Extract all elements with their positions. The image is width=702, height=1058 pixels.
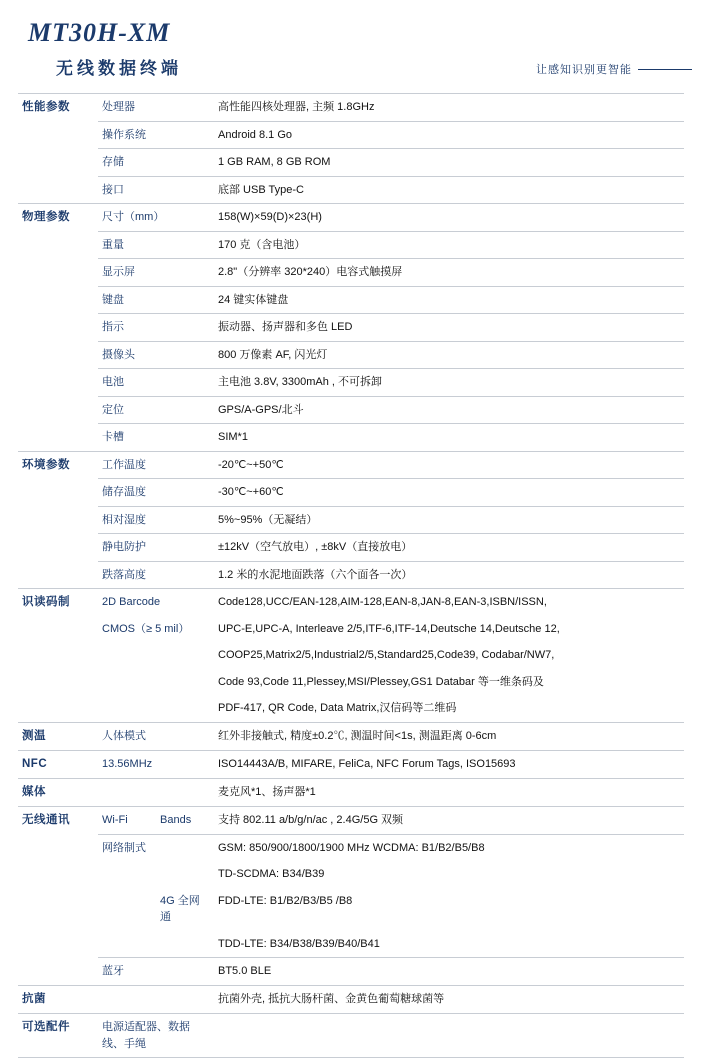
spec-value: 1 GB RAM, 8 GB ROM [214, 149, 684, 177]
category-accessories: 可选配件 [18, 1014, 98, 1058]
spec-label: 指示 [98, 314, 214, 342]
spec-value [214, 1014, 684, 1058]
spec-value: GPS/A-GPS/北斗 [214, 396, 684, 424]
table-row [18, 94, 684, 122]
table-row [18, 642, 684, 669]
spec-value: -30℃~+60℃ [214, 479, 684, 507]
table-row [18, 834, 684, 861]
spec-badge-placeholder [156, 931, 214, 958]
table-row [18, 451, 684, 479]
spec-value: 1.2 米的水泥地面跌落（六个面各一次） [214, 561, 684, 589]
spec-label [98, 695, 214, 722]
table-row [18, 722, 684, 750]
table-row [18, 1014, 684, 1058]
spec-label: 重量 [98, 231, 214, 259]
category-physical: 物理参数 [18, 204, 98, 452]
table-row [18, 616, 684, 643]
spec-value: 2.8"（分辨率 320*240）电容式触摸屏 [214, 259, 684, 287]
spec-value: SIM*1 [214, 424, 684, 452]
table-row [18, 534, 684, 562]
spec-label: 处理器 [98, 94, 214, 122]
spec-value-network-line: TDD-LTE: B34/B38/B39/B40/B41 [214, 931, 684, 958]
spec-label [98, 985, 214, 1013]
spec-value: 振动器、扬声器和多色 LED [214, 314, 684, 342]
spec-label: 人体模式 [98, 722, 214, 750]
spec-value: 抗菌外壳, 抵抗大肠杆菌、金黄色葡萄糖球菌等 [214, 985, 684, 1013]
table-row [18, 506, 684, 534]
spec-label: 储存温度 [98, 479, 214, 507]
table-row [18, 396, 684, 424]
spec-label: 相对湿度 [98, 506, 214, 534]
spec-value: Android 8.1 Go [214, 121, 684, 149]
category-wireless: 无线通讯 [18, 807, 98, 986]
spec-label: 定位 [98, 396, 214, 424]
category-media: 媒体 [18, 779, 98, 807]
spec-badge-4g [156, 834, 214, 861]
table-row [18, 589, 684, 616]
spec-badge-4g-label: 4G 全网通 [160, 894, 200, 924]
table-row [18, 231, 684, 259]
spec-label-network: 网络制式 [98, 834, 156, 958]
slogan-rule [638, 69, 692, 70]
table-row [18, 479, 684, 507]
spec-value: 5%~95%（无凝结） [214, 506, 684, 534]
table-row [18, 779, 684, 807]
table-row [18, 176, 684, 204]
spec-value: PDF-417, QR Code, Data Matrix,汉信码等二维码 [214, 695, 684, 722]
spec-value-network-line: GSM: 850/900/1800/1900 MHz WCDMA: B1/B2/B5/B8 [214, 834, 684, 861]
spec-value: ±12kV（空气放电）, ±8kV（直接放电） [214, 534, 684, 562]
spec-label: 接口 [98, 176, 214, 204]
spec-label: 静电防护 [98, 534, 214, 562]
spec-value: 24 键实体键盘 [214, 286, 684, 314]
spec-label: 键盘 [98, 286, 214, 314]
spec-label: 13.56MHz [98, 750, 214, 778]
category-temperature: 测温 [18, 722, 98, 750]
spec-label: 卡槽 [98, 424, 214, 452]
spec-value: 158(W)×59(D)×23(H) [214, 204, 684, 232]
category-performance: 性能参数 [18, 94, 98, 204]
product-subtitle: 无线数据终端 [56, 59, 182, 78]
page-header [0, 0, 702, 79]
category-scan-codes: 识读码制 [18, 589, 98, 723]
slogan-text: 让感知识别更智能 [536, 64, 632, 76]
spec-value: COOP25,Matrix2/5,Industrial2/5,Standard25,Code39, Codabar/NW7, [218, 649, 555, 661]
spec-label [98, 669, 214, 696]
table-row [18, 121, 684, 149]
spec-value: 红外非接触式, 精度±0.2℃, 测温时间<1s, 测温距离 0-6cm [214, 722, 684, 750]
table-row [18, 424, 684, 452]
spec-value: 800 万像素 AF, 闪光灯 [214, 341, 684, 369]
spec-label-bluetooth: 蓝牙 [98, 958, 214, 986]
spec-value: UPC-E,UPC-A, Interleave 2/5,ITF-6,ITF-14,Deutsche 14,Deutsche 12, [218, 622, 560, 635]
spec-label: CMOS（≥ 5 mil） [102, 622, 190, 635]
table-row [18, 750, 684, 778]
spec-label: 跌落高度 [98, 561, 214, 589]
table-row [18, 204, 684, 232]
spec-label [98, 779, 214, 807]
product-model-title: MT30H-XM [28, 18, 171, 47]
table-row [18, 807, 684, 835]
spec-label-bands: Bands [156, 807, 214, 835]
spec-label-wifi: Wi-Fi [98, 807, 156, 835]
spec-label: 尺寸（mm） [98, 204, 214, 232]
spec-value-wifi: 支持 802.11 a/b/g/n/ac , 2.4G/5G 双频 [214, 807, 684, 835]
table-row [18, 669, 684, 696]
category-environment: 环境参数 [18, 451, 98, 589]
table-row [18, 958, 684, 986]
table-row [18, 149, 684, 177]
table-row [18, 561, 684, 589]
spec-label [98, 642, 214, 669]
table-row [18, 259, 684, 287]
specification-table [18, 93, 684, 1058]
spec-value: ISO14443A/B, MIFARE, FeliCa, NFC Forum Tags, ISO15693 [214, 750, 684, 778]
spec-label: 操作系统 [98, 121, 214, 149]
table-row [18, 314, 684, 342]
category-antibacterial: 抗菌 [18, 985, 98, 1013]
spec-label: 显示屏 [98, 259, 214, 287]
spec-label: 存储 [98, 149, 214, 177]
category-nfc: NFC [18, 750, 98, 778]
spec-label: 2D Barcode [98, 589, 214, 616]
spec-value: -20℃~+50℃ [214, 451, 684, 479]
spec-value: 主电池 3.8V, 3300mAh , 不可拆卸 [214, 369, 684, 397]
subtitle-row [0, 54, 702, 79]
spec-value: 高性能四核处理器, 主频 1.8GHz [214, 94, 684, 122]
spec-value-network-line: FDD-LTE: B1/B2/B3/B5 /B8 [218, 894, 353, 907]
table-row [18, 369, 684, 397]
spec-badge-placeholder [156, 861, 214, 888]
spec-value: Code 93,Code 11,Plessey,MSI/Plessey,GS1 Databar 等一维条码及 [218, 675, 544, 688]
table-row [18, 985, 684, 1013]
slogan-wrap [536, 61, 692, 79]
spec-label: 工作温度 [98, 451, 214, 479]
table-row [18, 341, 684, 369]
table-row [18, 286, 684, 314]
spec-value-bluetooth: BT5.0 BLE [214, 958, 684, 986]
spec-value: Code128,UCC/EAN-128,AIM-128,EAN-8,JAN-8,EAN-3,ISBN/ISSN, [214, 589, 684, 616]
spec-label: 电源适配器、数据线、手绳 [98, 1014, 214, 1058]
spec-value: 170 克（含电池） [214, 231, 684, 259]
spec-label: 电池 [98, 369, 214, 397]
spec-value: 底部 USB Type-C [214, 176, 684, 204]
table-row [18, 695, 684, 722]
spec-label: 摄像头 [98, 341, 214, 369]
spec-value: 麦克风*1、扬声器*1 [214, 779, 684, 807]
spec-value-network-line: TD-SCDMA: B34/B39 [218, 868, 325, 881]
